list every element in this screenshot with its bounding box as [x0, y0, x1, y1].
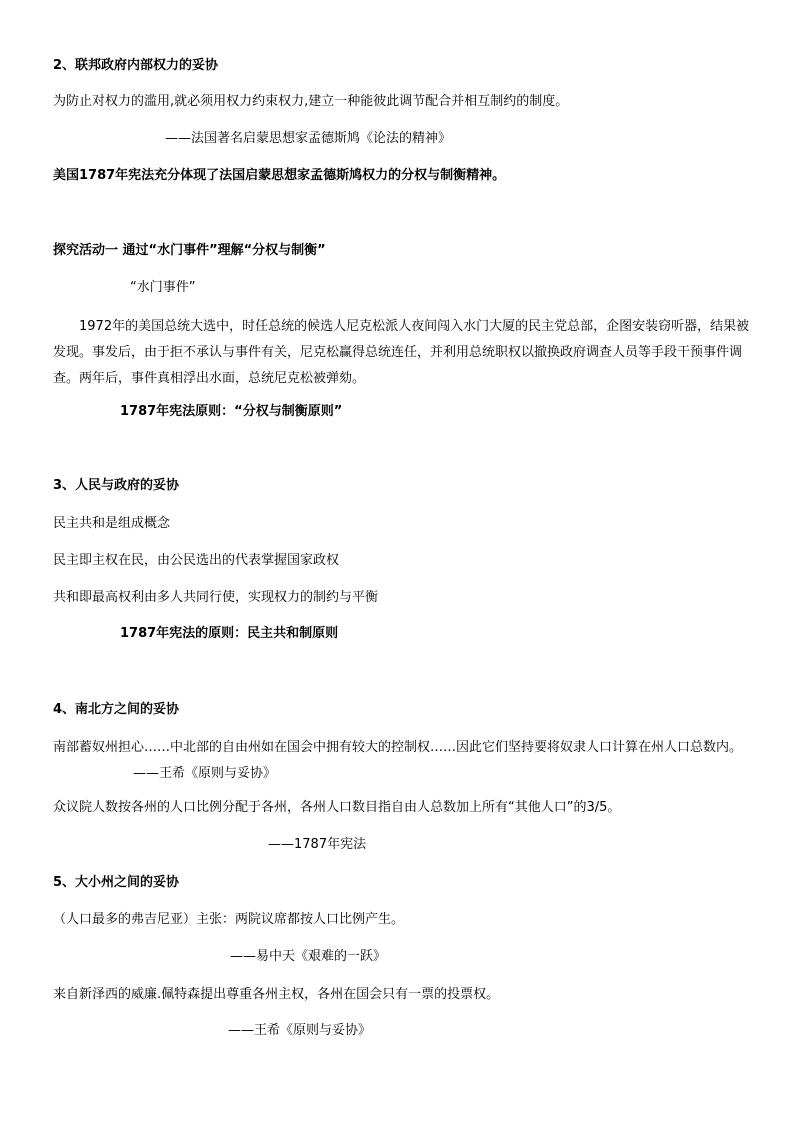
section-5-heading: 5、大小州之间的妥协 — [53, 875, 180, 890]
section-3-line-3: 共和即最高权利由多人共同行使，实现权力的制约与平衡 — [53, 590, 379, 605]
section-4-quote-block — [53, 735, 753, 787]
section-5-claim-1: （人口最多的弗吉尼亚）主张：两院议席都按人口比例产生。 — [53, 912, 405, 927]
section-5-claim-2: 来自新泽西的威廉.佩特森提出尊重各州主权，各州在国会只有一票的投票权。 — [53, 987, 500, 1002]
section-2-conclusion: 美国1787年宪法充分体现了法国启蒙思想家孟德斯鸠权力的分权与制衡精神。 — [53, 168, 506, 183]
section-4-heading: 4、南北方之间的妥协 — [53, 702, 180, 717]
section-2-heading: 2、联邦政府内部权力的妥协 — [53, 58, 219, 73]
section-3-line-2: 民主即主权在民，由公民选出的代表掌握国家政权 — [53, 553, 340, 568]
section-4-quote-source: ——王希《原则与妥协》 — [133, 766, 277, 781]
section-3-heading: 3、人民与政府的妥协 — [53, 478, 180, 493]
section-3-line-1: 民主共和是组成概念 — [53, 516, 171, 531]
activity-heading: 探究活动一 通过“水门事件”理解“分权与制衡” — [53, 243, 326, 258]
activity-principle: 1787年宪法原则：“分权与制衡原则” — [120, 404, 343, 419]
section-4-quote: 南部蓄奴州担心……中北部的自由州如在国会中拥有较大的控制权……因此它们坚持要将奴隶人口计算在州人口总数内。 — [53, 740, 743, 755]
section-2-quote: 为防止对权力的滥用,就必须用权力约束权力,建立一种能彼此调节配合并相互制约的制度。 — [53, 94, 569, 109]
section-5-claim-1-source: ——易中天《艰难的一跃》 — [230, 949, 387, 964]
section-4-law: 众议院人数按各州的人口比例分配于各州，各州人口数目指自由人总数加上所有“其他人口”的3/5。 — [53, 800, 621, 815]
section-2-source: ——法国著名启蒙思想家孟德斯鸠《论法的精神》 — [165, 131, 452, 146]
section-3-principle: 1787年宪法的原则：民主共和制原则 — [120, 626, 339, 641]
activity-case-text: 1972年的美国总统大选中，时任总统的候选人尼克松派人夜间闯入水门大厦的民主党总部，企图安装窃听器，结果被发现。事发后，由于拒不承认与事件有关，尼克松赢得总统连任，并利用总统职权以撤换政府调查人员等手段干预事件调查。两年后，事件真相浮出水面，总统尼克松被弹劾。 — [53, 319, 750, 386]
section-5-claim-2-source: ——王希《原则与妥协》 — [228, 1023, 372, 1038]
section-4-law-source: ——1787年宪法 — [268, 837, 367, 852]
activity-case-title: “水门事件” — [130, 280, 196, 295]
